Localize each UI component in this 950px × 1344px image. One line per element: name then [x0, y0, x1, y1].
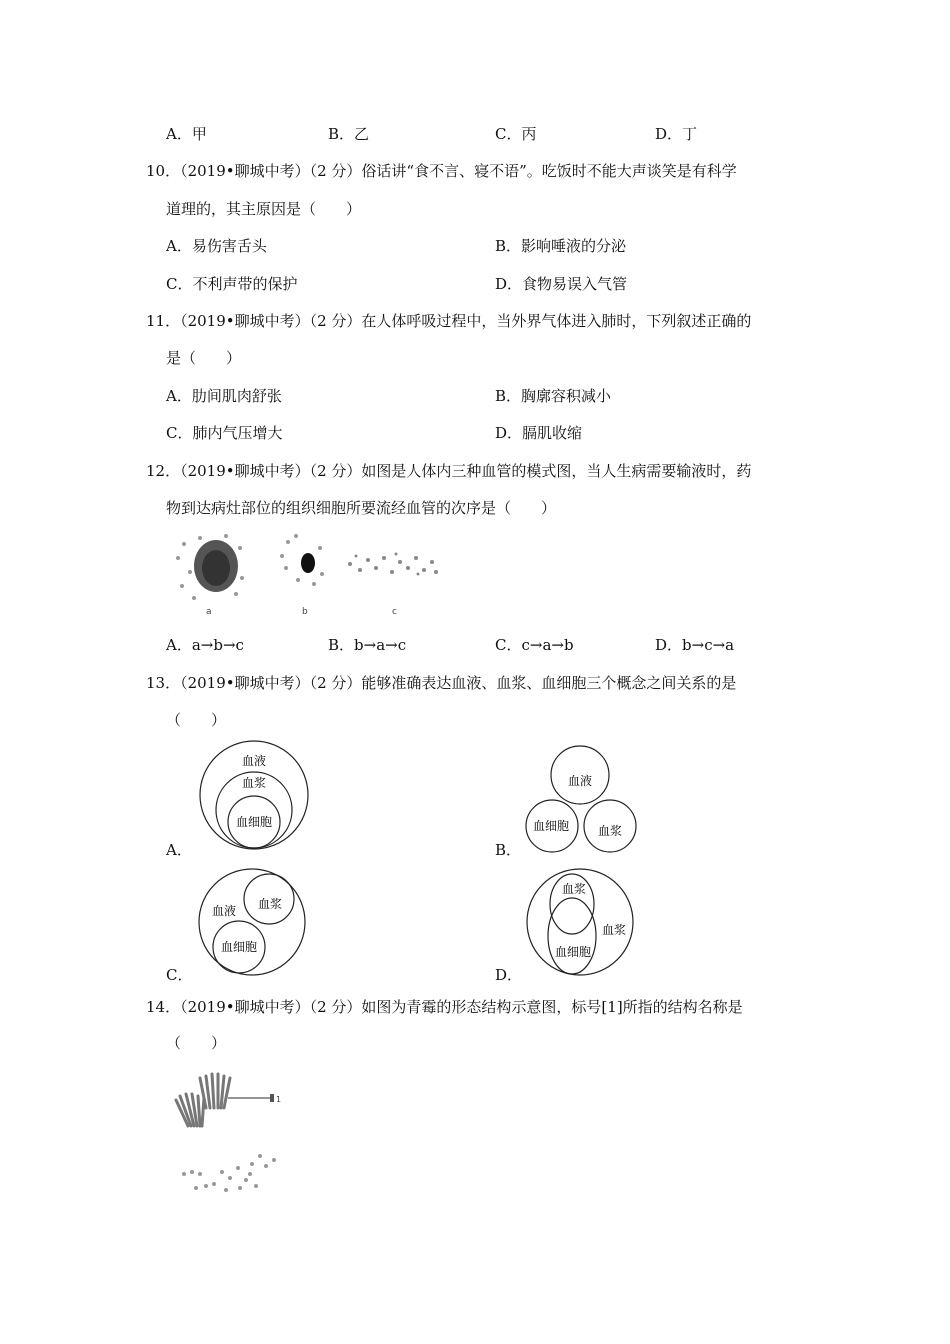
q12-option-d[interactable]: D．b→c→a [655, 636, 735, 654]
q11-stem-line1: 11．（2019•聊城中考）（2 分）在人体呼吸过程中，当外界气体进入肺时，下列叙述正确的 [146, 312, 752, 330]
q12-option-a[interactable]: A．a→b→c [166, 636, 244, 654]
q11-stem-line2: 是（ ） [166, 349, 242, 367]
q13-diagram-d [524, 866, 636, 978]
q12-stem-line2: 物到达病灶部位的组织细胞所要流经血管的次序是（ ） [166, 499, 557, 517]
diagram-d-plasma-label-top: 血浆 [561, 882, 587, 896]
q12-option-b[interactable]: B．b→a→c [328, 636, 407, 654]
q14-stem-line2: （ ） [166, 1034, 227, 1052]
vessel-a-label: a [206, 607, 212, 617]
q10-option-b[interactable]: B．影响唾液的分泌 [495, 237, 627, 255]
diagram-a-cells-label: 血细胞 [235, 815, 273, 829]
q11-option-b[interactable]: B．胸廓容积减小 [495, 387, 612, 405]
q13-option-a[interactable]: A． [166, 841, 192, 859]
diagram-b-plasma-label: 血浆 [597, 824, 623, 838]
diagram-c-cells-label: 血细胞 [220, 940, 258, 954]
q10-option-a[interactable]: A．易伤害舌头 [166, 237, 267, 255]
q9-option-d[interactable]: D．丁 [655, 125, 698, 143]
label-1-marker [270, 1094, 274, 1102]
penicillium-figure [166, 1068, 286, 1198]
q13-diagram-a [196, 740, 312, 852]
q12-stem-line1: 12．（2019•聊城中考）（2 分）如图是人体内三种血管的模式图，当人生病需要输液时，药 [146, 462, 752, 480]
vessel-b-shape [301, 553, 315, 573]
q14-stem-line1: 14．（2019•聊城中考）（2 分）如图为青霉的形态结构示意图，标号[1]所指的结构名称是 [146, 998, 743, 1016]
vessel-b-label: b [302, 607, 308, 617]
q13-diagram-c [196, 866, 308, 978]
diagram-c-plasma-label: 血浆 [257, 897, 283, 911]
diagram-d-plasma-label-right: 血浆 [601, 923, 627, 937]
blood-vessels-figure [170, 528, 450, 620]
q13-option-c[interactable]: C． [166, 966, 193, 984]
q9-option-a[interactable]: A．甲 [166, 125, 207, 143]
label-1-text: 1 [276, 1095, 282, 1104]
q10-stem-line1: 10．（2019•聊城中考）（2 分）俗话讲“食不言、寝不语”。吃饭时不能大声谈笑是有科学 [146, 162, 737, 180]
q10-option-d[interactable]: D．食物易误入气管 [495, 275, 628, 293]
q13-diagram-b [524, 744, 642, 858]
vessel-c-label: c [392, 607, 397, 617]
q13-option-b[interactable]: B． [495, 841, 522, 859]
q11-option-c[interactable]: C．肺内气压增大 [166, 424, 283, 442]
diagram-a-blood-label: 血液 [241, 754, 267, 768]
diagram-b-blood-label: 血液 [567, 774, 593, 788]
q10-option-c[interactable]: C．不利声带的保护 [166, 275, 298, 293]
q11-option-a[interactable]: A．肋间肌肉舒张 [166, 387, 282, 405]
q12-option-c[interactable]: C．c→a→b [495, 636, 574, 654]
diagram-a-plasma-label: 血浆 [241, 776, 267, 790]
diagram-c-blood-label: 血液 [211, 904, 237, 918]
diagram-d-cells-label: 血细胞 [554, 945, 592, 959]
q13-stem-line1: 13．（2019•聊城中考）（2 分）能够准确表达血液、血浆、血细胞三个概念之间关系的是 [146, 674, 737, 692]
q11-option-d[interactable]: D．膈肌收缩 [495, 424, 583, 442]
q13-stem-line2: （ ） [166, 711, 227, 729]
q9-option-b[interactable]: B．乙 [328, 125, 370, 143]
q13-option-d[interactable]: D． [495, 966, 523, 984]
diagram-b-cells-label: 血细胞 [532, 819, 570, 833]
q10-stem-line2: 道理的，其主原因是（ ） [166, 200, 362, 218]
vessel-c-shape [348, 553, 438, 576]
q9-option-c[interactable]: C．丙 [495, 125, 537, 143]
